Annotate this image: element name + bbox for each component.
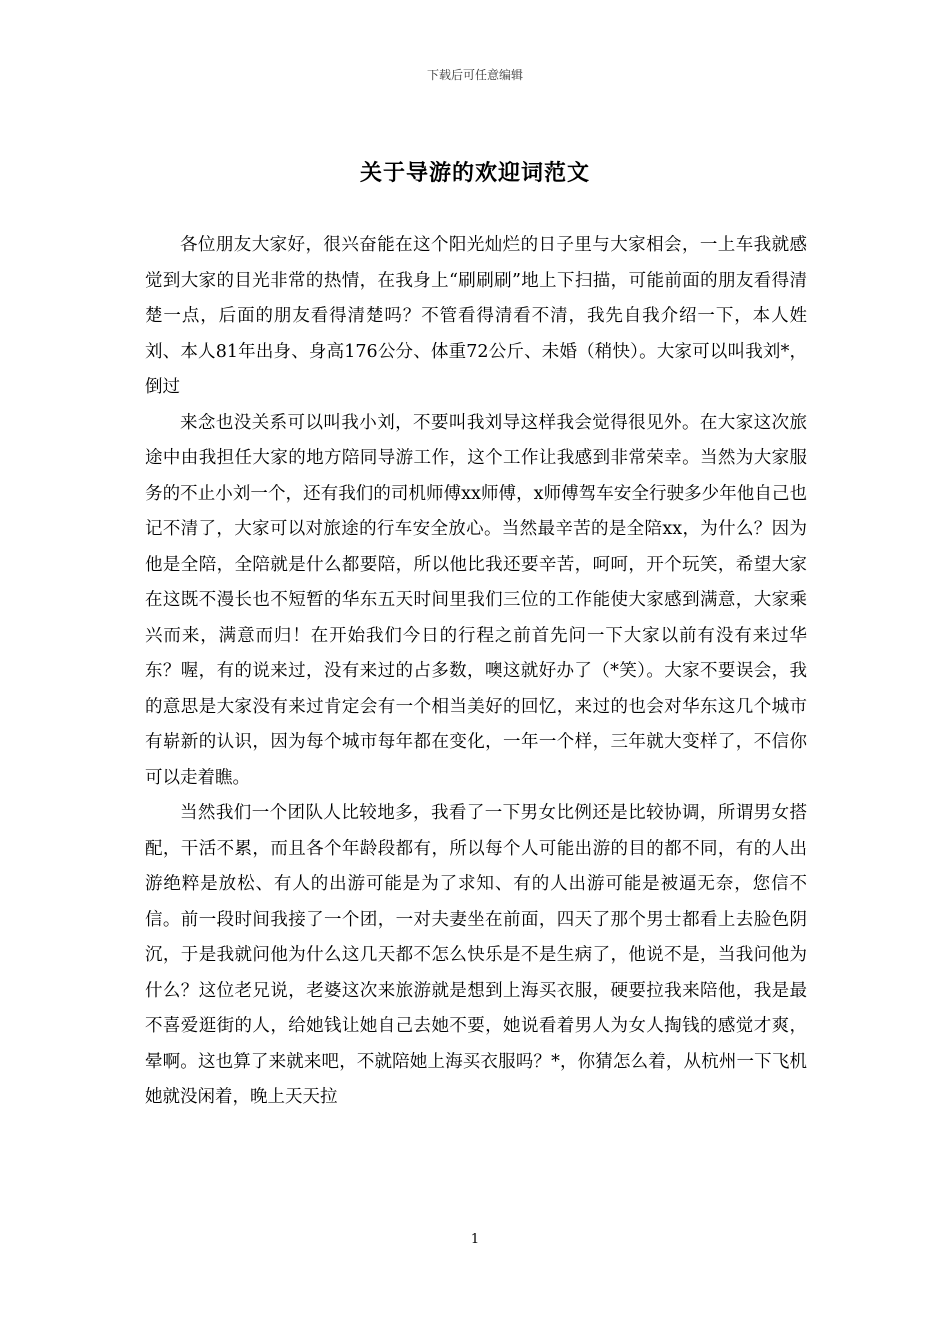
- header-note: 下载后可任意编辑: [426, 68, 523, 82]
- document-body: [145, 228, 807, 1116]
- paragraph-2: 来念也没关系可以叫我小刘，不要叫我刘导这样我会觉得很见外。在大家这次旅途中由我担任大家的地方陪同导游工作，这个工作让我感到非常荣幸。当然为大家服务的不止小刘一个，还有我们的司机师傅xx师傅，x师傅驾车安全行驶多少年他自己也记不清了，大家可以对旅途的行车安全放心。当然最辛苦的是全陪xx，为什么？因为他是全陪，全陪就是什么都要陪，所以他比我还要辛苦，呵呵，开个玩笑，希望大家在这既不漫长也不短暂的华东五天时间里我们三位的工作能使大家感到满意，大家乘兴而来，满意而归！在开始我们今日的行程之前首先问一下大家以前有没有来过华东？喔，有的说来过，没有来过的占多数，噢这就好办了（*笑）。大家不要误会，我的意思是大家没有来过肯定会有一个相当美好的回忆，来过的也会对华东这几个城市有崭新的认识，因为每个城市每年都在变化，一年一个样，三年就大变样了，不信你可以走着瞧。: [145, 412, 807, 788]
- paragraph-3: 当然我们一个团队人比较地多，我看了一下男女比例还是比较协调，所谓男女搭配，干活不累，而且各个年龄段都有，所以每个人可能出游的目的都不同，有的人出游绝粹是放松、有人的出游可能是为了求知、有的人出游可能是被逼无奈，您信不信。前一段时间我接了一个团，一对夫妻坐在前面，四天了那个男士都看上去脸色阴沉，于是我就问他为什么这几天都不怎么快乐是不是生病了，他说不是，当我问他为什么？这位老兄说，老婆这次来旅游就是想到上海买衣服，硬要拉我来陪他，我是最不喜爱逛街的人，给她钱让她自己去她不要，她说看着男人为女人掏钱的感觉才爽，晕啊。这也算了来就来吧，不就陪她上海买衣服吗？*，你猜怎么着，从杭州一下飞机她就没闲着，晚上天天拉: [145, 803, 807, 1107]
- document-title: 关于导游的欢迎词范文: [359, 160, 590, 186]
- paragraph-1: 各位朋友大家好，很兴奋能在这个阳光灿烂的日子里与大家相会，一上车我就感觉到大家的目光非常的热情，在我身上“刷刷刷”地上下扫描，可能前面的朋友看得清楚一点，后面的朋友看得清楚吗？不管看得清看不清，我先自我介绍一下，本人姓刘、本人81年出身、身高176公分、体重72公斤、未婚（稍快）。大家可以叫我刘*，倒过: [145, 235, 807, 397]
- page-number: 1: [470, 1232, 480, 1247]
